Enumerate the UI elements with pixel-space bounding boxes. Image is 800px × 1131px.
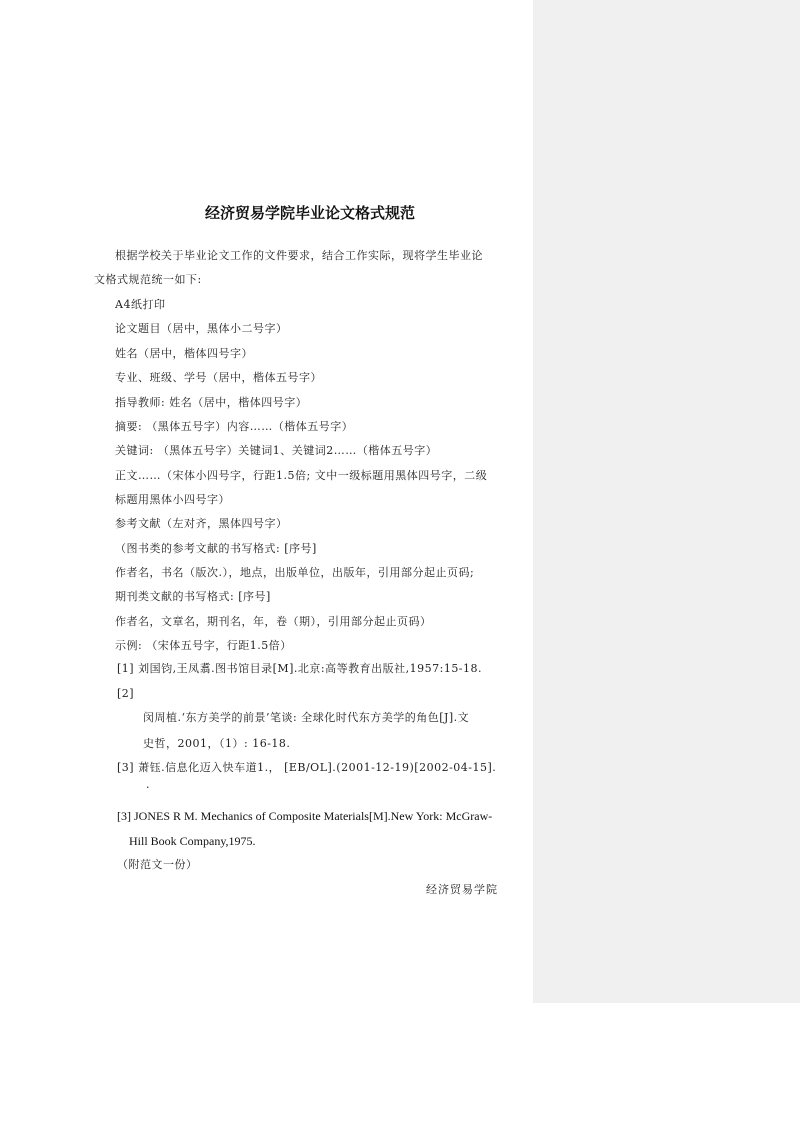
item-example-note: 示例: （宋体五号字，行距1.5倍）: [115, 639, 292, 652]
intro-line-1: 根据学校关于毕业论文工作的文件要求，结合工作实际，现将学生毕业论: [115, 249, 483, 262]
item-book-ref-fields: 作者名，书名（版次.），地点，出版单位，出版年，引用部分起止页码;: [115, 566, 475, 579]
reference-2-line-2: 史哲，2001，（1）: 16-18.: [143, 737, 291, 750]
item-journal-ref-fields: 作者名，文章名，期刊名，年，卷（期），引用部分起止页码）: [115, 615, 432, 628]
item-keywords: 关键词: （黑体五号字）关键词1、关键词2……（楷体五号字）: [115, 444, 438, 457]
reference-1: [1] 刘国钧,王凤翥.图书馆目录[M].北京:高等教育出版社,1957:15-18.: [117, 662, 483, 675]
item-body-text-line-2: 标题用黑体小四号字）: [115, 493, 230, 506]
item-thesis-title: 论文题目（居中，黑体小二号字）: [115, 322, 288, 335]
reference-3-mark: ·: [146, 781, 150, 794]
appendix-note: （附范文一份）: [117, 858, 198, 871]
item-references: 参考文献（左对齐，黑体四号字）: [115, 517, 288, 530]
reference-2-label: [2]: [117, 687, 135, 700]
reference-3: [3] 萧钰.信息化迈入快车道1.， [EB/OL].(2001-12-19)[2002-04-15].: [117, 761, 497, 774]
item-journal-ref-format: 期刊类文献的书写格式: [序号]: [115, 590, 271, 603]
item-paper-size: A4纸打印: [115, 298, 166, 311]
item-book-ref-format: （图书类的参考文献的书写格式: [序号]: [115, 542, 317, 555]
reference-4-line-2: Hill Book Company,1975.: [129, 834, 256, 848]
item-body-text-line-1: 正文……（宋体小四号字，行距1.5倍; 文中一级标题用黑体四号字，二级: [115, 469, 488, 482]
item-major-info: 专业、班级、学号（居中，楷体五号字）: [115, 371, 322, 384]
intro-line-2: 文格式规范统一如下:: [94, 273, 202, 286]
document-title: 经济贸易学院毕业论文格式规范: [204, 204, 415, 222]
item-abstract: 摘要: （黑体五号字）内容……（楷体五号字）: [115, 420, 354, 433]
reference-4-line-1: [3] JONES R M. Mechanics of Composite Materials[M].New York: McGraw-: [117, 809, 493, 823]
comment-pane: [533, 0, 800, 1003]
item-student-name: 姓名（居中，楷体四号字）: [115, 347, 253, 360]
reference-2-line-1: 闵周植.‘东方美学的前景’笔谈: 全球化时代东方美学的角色[J].文: [143, 711, 470, 724]
item-advisor: 指导教师: 姓名（居中，楷体四号字）: [115, 396, 308, 409]
footer-organization: 经济贸易学院: [426, 883, 498, 896]
